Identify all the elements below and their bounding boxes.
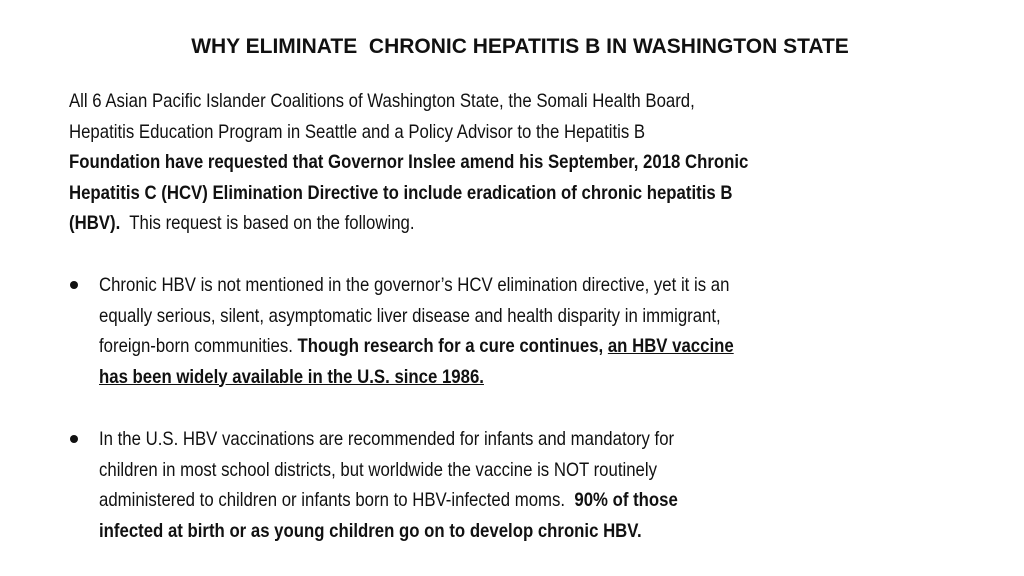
bullet-1-line-2: equally serious, silent, asymptomatic liver disease and health disparity in immigrant, bbox=[99, 304, 721, 327]
intro-bold-line-5: (HBV). bbox=[69, 212, 121, 234]
intro-paragraph bbox=[69, 86, 963, 239]
bullet-text bbox=[99, 424, 989, 546]
intro-line-1: All 6 Asian Pacific Islander Coalitions of Washington State, the Somali Health Board, bbox=[69, 90, 695, 112]
bullet-1-underline-line-4: has been widely available in the U.S. since 1986. bbox=[99, 365, 484, 388]
intro-line-2: Hepatitis Education Program in Seattle and a Policy Advisor to the Hepatitis B bbox=[69, 120, 646, 143]
bullet-text bbox=[99, 270, 989, 392]
bullet-1-underline-line-3: an HBV vaccine bbox=[607, 335, 734, 357]
bullet-1-line-1: Chronic HBV is not mentioned in the governor’s HCV elimination directive, yet it is an bbox=[99, 274, 730, 296]
bullet-2-bold-line-3: 90% of those bbox=[574, 489, 678, 511]
intro-bold-line-3: Foundation have requested that Governor Inslee amend his September, 2018 Chronic bbox=[69, 151, 749, 173]
bullet-icon bbox=[70, 281, 78, 289]
bullet-2-line-1: In the U.S. HBV vaccinations are recommended for infants and mandatory for bbox=[99, 428, 675, 450]
bullet-1-line-3: foreign-born communities. bbox=[99, 335, 298, 357]
intro-line-5-rest: This request is based on the following. bbox=[120, 212, 415, 234]
page-title: WHY ELIMINATE CHRONIC HEPATITIS B IN WASHINGTON STATE bbox=[191, 35, 849, 58]
bullet-2-line-2: children in most school districts, but worldwide the vaccine is NOT routinely bbox=[99, 458, 657, 481]
intro-bold-line-4: Hepatitis C (HCV) Elimination Directive to include eradication of chronic hepatitis B bbox=[69, 181, 733, 204]
bullet-2-line-3: administered to children or infants born to HBV-infected moms. bbox=[99, 489, 575, 511]
bullet-icon bbox=[70, 435, 78, 443]
bullet-2-bold-line-4: infected at birth or as young children go on to develop chronic HBV. bbox=[99, 519, 642, 542]
bullet-1-bold-line-3: Though research for a cure continues, bbox=[297, 335, 608, 357]
